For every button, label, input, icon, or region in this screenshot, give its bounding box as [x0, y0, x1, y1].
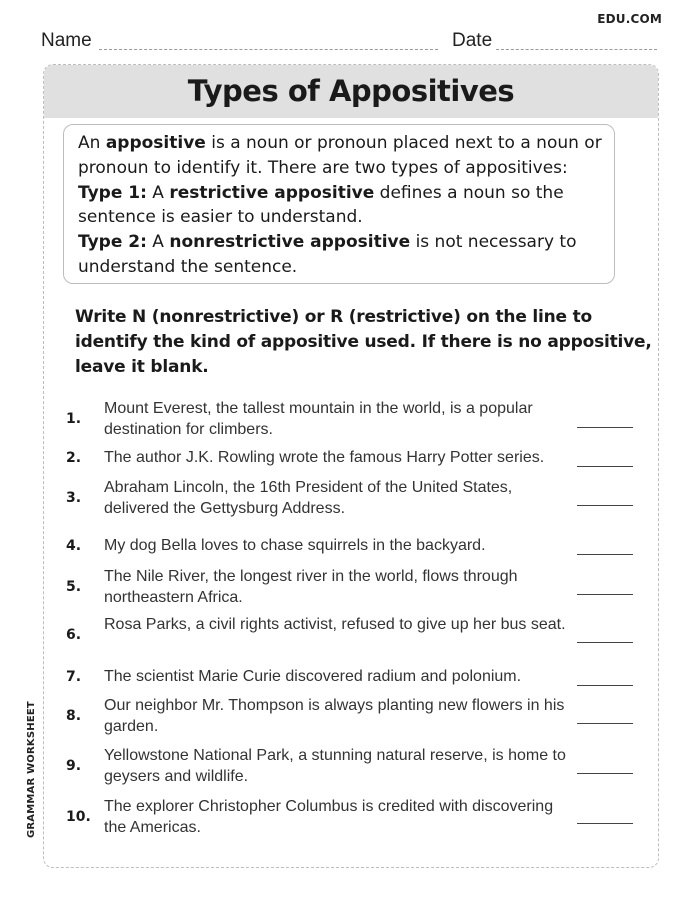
answer-line[interactable]: [577, 554, 633, 555]
worksheet-panel: [43, 64, 659, 868]
definition-intro: An appositive is a noun or pronoun placed next to a noun or pronoun to identify it. There are two types of appositives:: [78, 133, 602, 178]
question-text: Mount Everest, the tallest mountain in the world, is a popular destination for climbers.: [104, 400, 533, 438]
brand-logo: EDU.COM: [597, 12, 662, 26]
question-number: 9.: [66, 758, 82, 774]
question-number: 5.: [66, 579, 82, 595]
question-item: [44, 695, 658, 739]
question-item: [44, 566, 658, 610]
definition-term: appositive: [105, 133, 206, 153]
date-line[interactable]: [496, 49, 657, 50]
question-text: The scientist Marie Curie discovered radium and polonium.: [104, 668, 522, 685]
date-field[interactable]: [452, 30, 492, 52]
question-text: My dog Bella loves to chase squirrels in the backyard.: [104, 537, 486, 554]
question-number: 7.: [66, 669, 82, 685]
definition-type2: Type 2: A nonrestrictive appositive is not necessary to understand the sentence.: [78, 232, 577, 277]
name-line[interactable]: [99, 49, 438, 50]
definition-type1: Type 1: A restrictive appositive defines a noun so the sentence is easier to understand.: [78, 182, 564, 228]
question-number: 4.: [66, 538, 82, 554]
question-number: 2.: [66, 450, 82, 466]
instructions: Write N (nonrestrictive) or R (restrictive) on the line to identify the kind of appositive used. If there is no appositive, leave it blank.: [75, 307, 652, 377]
answer-line[interactable]: [577, 427, 633, 428]
question-text: The explorer Christopher Columbus is credited with discovering the Americas.: [104, 798, 554, 836]
question-item: [44, 745, 658, 789]
name-field[interactable]: [41, 30, 92, 52]
answer-line[interactable]: [577, 685, 633, 686]
question-number: 6.: [66, 627, 82, 643]
question-number: 1.: [66, 411, 82, 427]
page-title: Types of Appositives: [187, 74, 515, 108]
question-text: Abraham Lincoln, the 16th President of the United States, delivered the Gettysburg Address.: [104, 479, 513, 517]
answer-line[interactable]: [577, 594, 633, 595]
answer-line[interactable]: [577, 823, 633, 824]
question-number: 3.: [66, 490, 82, 506]
name-label: Name: [41, 30, 92, 51]
question-item: [44, 796, 658, 840]
definition-box: [63, 124, 615, 284]
question-number: 8.: [66, 708, 82, 724]
side-label: GRAMMAR WORKSHEET: [26, 701, 37, 838]
question-text: The author J.K. Rowling wrote the famous Harry Potter series.: [104, 449, 545, 466]
answer-line[interactable]: [577, 723, 633, 724]
answer-line[interactable]: [577, 773, 633, 774]
question-text: Rosa Parks, a civil rights activist, refused to give up her bus seat.: [104, 616, 566, 633]
date-label: Date: [452, 30, 493, 51]
question-number: 10.: [66, 809, 91, 825]
question-text: The Nile River, the longest river in the world, flows through northeastern Africa.: [104, 568, 518, 606]
answer-line[interactable]: [577, 505, 633, 506]
question-text: Yellowstone National Park, a stunning natural reserve, is home to geysers and wildlife.: [104, 747, 566, 785]
question-text: Our neighbor Mr. Thompson is always planting new flowers in his garden.: [104, 697, 565, 735]
title-bar: [44, 65, 658, 118]
question-item: [44, 397, 658, 441]
question-item: [44, 614, 658, 658]
answer-line[interactable]: [577, 466, 633, 467]
answer-line[interactable]: [577, 642, 633, 643]
question-item: [44, 477, 658, 521]
